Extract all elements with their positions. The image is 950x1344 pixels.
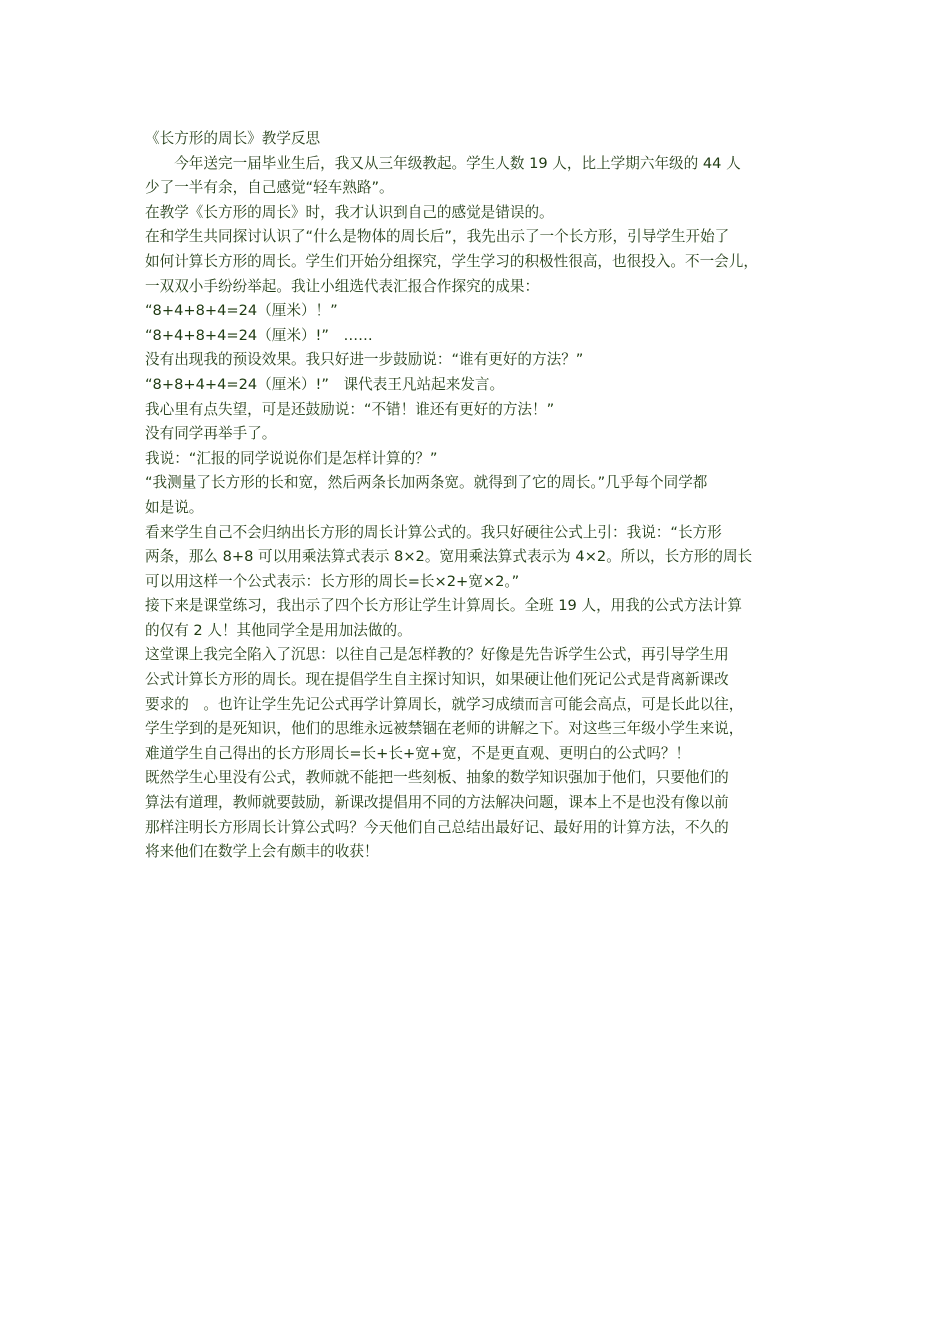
text-line: 公式计算长方形的周长。现在提倡学生自主探讨知识，如果硬让他们死记公式是背离新课改 [145,671,729,689]
text-line: 可以用这样一个公式表示：长方形的周长=长×2+宽×2。” [145,572,520,590]
document-body [145,127,815,865]
text-line: 算法有道理，教师就要鼓励，新课改提倡用不同的方法解决问题，课本上不是也没有像以前 [145,794,729,812]
text-line: “8+8+4+4=24（厘米）!” 课代表王凡站起来发言。 [145,375,505,393]
text-line: “8+4+8+4=24（厘米）!” …… [145,326,373,344]
text-line: 如是说。 [145,498,204,516]
text-line: 这堂课上我完全陷入了沉思：以往自己是怎样教的？好像是先告诉学生公式，再引导学生用 [145,646,729,664]
text-line: 难道学生自己得出的长方形周长=长+长+宽+宽，不是更直观、更明白的公式吗？！ [145,744,691,762]
text-line: “8+4+8+4=24（厘米）！” [145,302,338,320]
text-line: 没有出现我的预设效果。我只好进一步鼓励说：“谁有更好的方法？” [145,351,584,369]
text-line: 在教学《长方形的周长》时，我才认识到自己的感觉是错误的。 [145,203,554,221]
text-line: 接下来是课堂练习，我出示了四个长方形让学生计算周长。全班 19 人，用我的公式方法计算 [145,597,743,615]
text-line: 今年送完一届毕业生后，我又从三年级教起。学生人数 19 人，比上学期六年级的 44 人 [145,154,741,172]
text-line: 的仅有 2 人！其他同学全是用加法做的。 [145,621,412,639]
text-line: 一双双小手纷纷举起。我让小组选代表汇报合作探究的成果： [145,277,540,295]
text-line: 我心里有点失望，可是还鼓励说：“不错！谁还有更好的方法！” [145,400,555,418]
text-line: “我测量了长方形的长和宽，然后两条长加两条宽。就得到了它的周长。”几乎每个同学都 [145,474,708,492]
text-line: 要求的 。也许让学生先记公式再学计算周长，就学习成绩而言可能会高点，可是长此以往， [145,695,744,713]
text-line: 将来他们在数学上会有颇丰的收获！ [145,843,379,861]
text-line: 既然学生心里没有公式，教师就不能把一些刻板、抽象的数学知识强加于他们，只要他们的 [145,769,729,787]
text-line: 如何计算长方形的周长。学生们开始分组探究，学生学习的积极性很高，也很投入。不一会儿， [145,252,758,270]
text-line: 我说：“汇报的同学说说你们是怎样计算的？” [145,449,438,467]
text-line: 两条，那么 8+8 可以用乘法算式表示 8×2。宽用乘法算式表示为 4×2。所以，长方形的周长 [145,548,753,566]
document-title: 《长方形的周长》教学反思 [145,130,321,147]
text-line: 学生学到的是死知识，他们的思维永远被禁锢在老师的讲解之下。对这些三年级小学生来说， [145,720,744,738]
text-line: 那样注明长方形周长计算公式吗？今天他们自己总结出最好记、最好用的计算方法，不久的 [145,818,729,836]
text-line: 少了一半有余，自己感觉“轻车熟路”。 [145,179,394,197]
text-line: 没有同学再举手了。 [145,425,277,443]
text-line: 在和学生共同探讨认识了“什么是物体的周长后”，我先出示了一个长方形，引导学生开始了 [145,228,730,246]
text-line: 看来学生自己不会归纳出长方形的周长计算公式的。我只好硬往公式上引：我说：“长方形 [145,523,722,541]
